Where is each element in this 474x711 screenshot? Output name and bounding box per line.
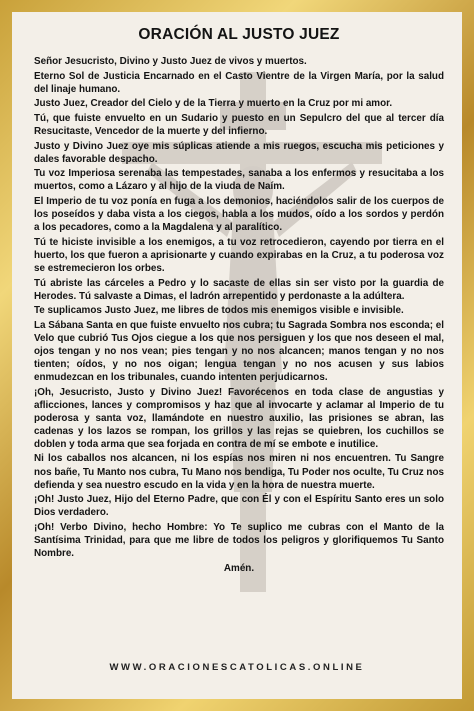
paragraph: Justo Juez, Creador del Cielo y de la Tierra y muerto en la Cruz por mi amor. bbox=[34, 98, 393, 110]
paragraph: Eterno Sol de Justicia Encarnado en el Casto Vientre de la Virgen María, por la salud del linaje humano. bbox=[34, 70, 444, 95]
paragraph: Justo y Divino Juez oye mis súplicas atiende a mis ruegos, escucha mis peticiones y dales favorable despacho. bbox=[34, 140, 444, 165]
paragraph: Tú, que fuiste envuelto en un Sudario y puesto en un Sepulcro del que al tercer día Resucitaste, Vencedor de la muerte y del infierno. bbox=[34, 112, 444, 138]
paragraph: Señor Jesucristo, Divino y Justo Juez de vivos y muertos. bbox=[34, 56, 307, 67]
paragraph: Tu voz Imperiosa serenaba las tempestades, sanaba a los enfermos y resucitaba a los muertos, como a Lázaro y al hijo de la viuda de Naím. bbox=[34, 168, 444, 193]
paragraph: Tú abriste las cárceles a Pedro y lo sacaste de ellas sin ser visto por la guardia de Herodes. Tú salvaste a Dimas, el ladrón arrepentido y perdonaste a la adúltera. bbox=[34, 277, 444, 302]
paragraph: Ni los caballos nos alcancen, ni los espías nos miren ni nos encuentren. Tu Sangre nos bañe, Tu Manto nos cubra, Tu Mano nos bendiga, Tu Poder nos oculte, Tu Cruz nos defienda y sea nuestro escudo en la vida y en la hora de nuestra muerte. bbox=[34, 453, 444, 491]
paragraph: ¡Oh, Jesucristo, Justo y Divino Juez! Favorécenos en toda clase de angustias y aflicciones, lances y compromisos y haz que al invocarte y aclamar al Imperio de tu poderosa y santa voz, llamándote en nuestro auxilio, las prisiones se abran, las cadenas y los lazos se rompan, los grillos y las rejas se quiebren, los cuchillos se doblen y toda arma que sea forjada en contra de mí se embote e inutilice. bbox=[34, 386, 444, 450]
closing-amen: Amén. bbox=[223, 563, 255, 575]
website-footer: WWW.ORACIONESCATOLICAS.ONLINE bbox=[109, 662, 365, 673]
paragraph: ¡Oh! Verbo Divino, hecho Hombre: Yo Te suplico me cubras con el Manto de la Santísima Trinidad, para que me libre de todos los peligros y glorifiquemos Tu Santo Nombre. bbox=[34, 521, 444, 559]
page-title: ORACIÓN AL JUSTO JUEZ bbox=[138, 26, 340, 43]
prayer-content bbox=[34, 26, 444, 574]
prayer-card bbox=[12, 12, 462, 699]
paragraph: La Sábana Santa en que fuiste envuelto nos cubra; tu Sagrada Sombra nos esconda; el Velo que cubrió Tus Ojos ciegue a los que nos persiguen y los que nos deseen el mal, ojos tengan y no nos vean; pies tengan y no nos alcancen; manos tengan y no nos tienten; oídos, y no nos oigan; lengua tengan y no nos acusen y sus labios enmudezcan en los tribunales, cuando intenten perjudicarnos. bbox=[34, 319, 444, 384]
paragraph: ¡Oh! Justo Juez, Hijo del Eterno Padre, que con Él y con el Espíritu Santo eres un solo Dios verdadero. bbox=[34, 494, 444, 519]
paragraph: Tú te hiciste invisible a los enemigos, a tu voz retrocedieron, cayendo por tierra en el huerto, los que fueron a aprisionarte y cuando expirabas en la Cruz, a tu poderosa voz se estremecieron los orbes. bbox=[34, 236, 444, 274]
paragraph: El Imperio de tu voz ponía en fuga a los demonios, haciéndolos salir de los cuerpos de los poseídos y daba vista a los ciegos, habla a los mudos, oído a los sordos y perdón a los pecadores, como a la Magdalena y al paralítico. bbox=[34, 196, 444, 234]
paragraph: Te suplicamos Justo Juez, me libres de todos mis enemigos visible e invisible. bbox=[34, 305, 404, 317]
